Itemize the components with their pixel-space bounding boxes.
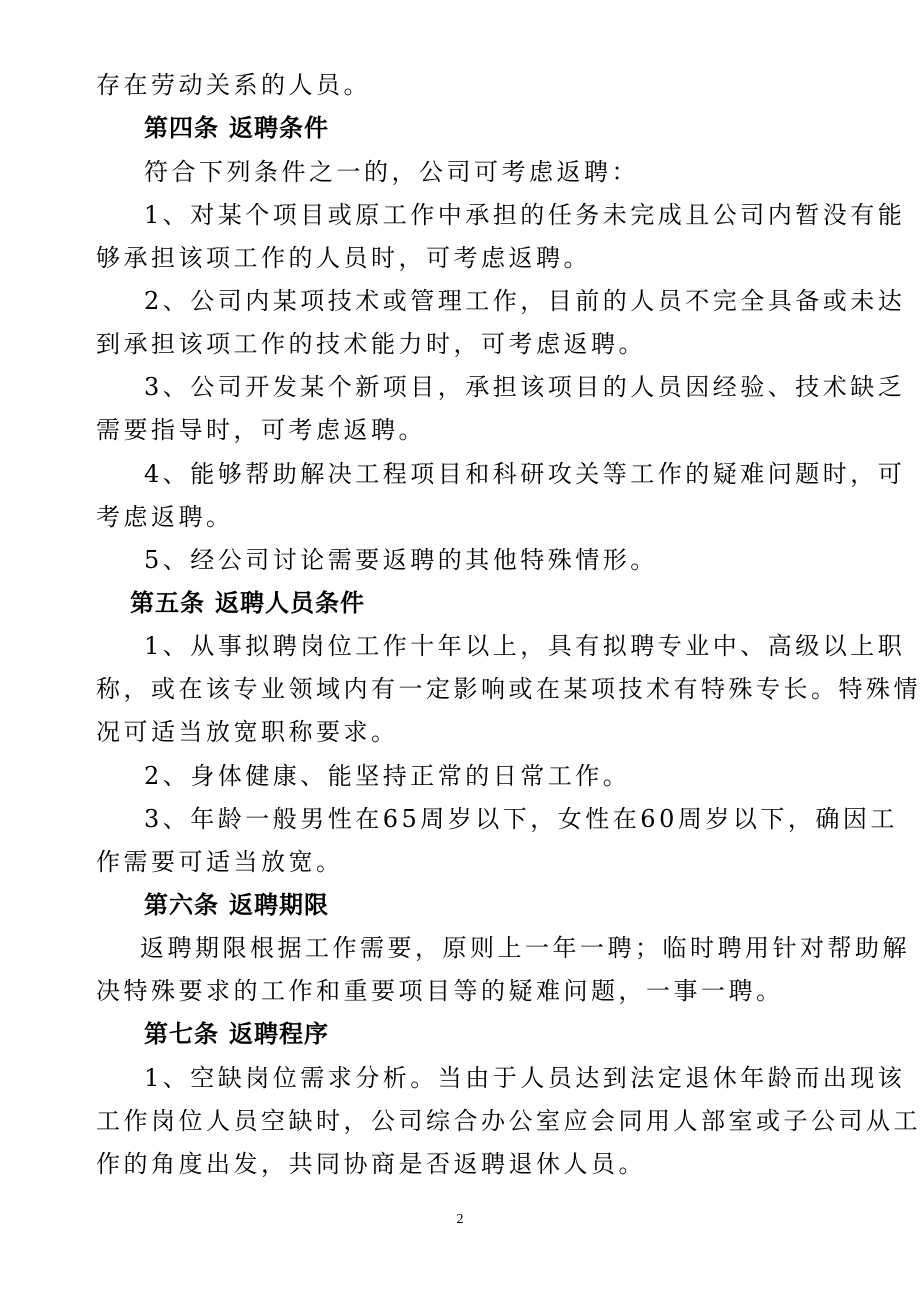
paragraph-line: 作的角度出发，共同协商是否返聘退休人员。: [96, 1150, 646, 1178]
paragraph-line: 返聘期限根据工作需要，原则上一年一聘；临时聘用针对帮助解: [140, 934, 910, 962]
paragraph-line: 符合下列条件之一的，公司可考虑返聘：: [144, 158, 639, 186]
paragraph-line: 考虑返聘。: [96, 503, 234, 531]
page-number: 2: [456, 1212, 464, 1227]
article-heading-5: [130, 586, 870, 620]
paragraph-line: 3、年龄一般男性在65周岁以下，女性在60周岁以下，确因工: [144, 805, 898, 833]
article-number: 第四条: [144, 114, 219, 142]
article-heading-7: [144, 1017, 836, 1051]
paragraph-line: 够承担该项工作的人员时，可考虑返聘。: [96, 244, 591, 272]
article-heading-4: [144, 111, 836, 145]
paragraph-line: 1、空缺岗位需求分析。当由于人员达到法定退休年龄而出现该: [144, 1064, 906, 1092]
paragraph-line: 存在劳动关系的人员。: [96, 71, 371, 99]
article-number: 第五条: [130, 589, 205, 617]
paragraph-line: 1、对某个项目或原工作中承担的任务未完成且公司内暂没有能: [144, 201, 906, 229]
article-title: 返聘条件: [229, 114, 329, 142]
paragraph-line: 2、身体健康、能坚持正常的日常工作。: [144, 762, 631, 790]
article-number: 第六条: [144, 891, 219, 919]
paragraph-line: 工作岗位人员空缺时，公司综合办公室应会同用人部室或子公司从工: [96, 1107, 921, 1135]
paragraph-line: 2、公司内某项技术或管理工作，目前的人员不完全具备或未达: [144, 287, 906, 315]
article-title: 返聘期限: [229, 891, 329, 919]
paragraph-line: 况可适当放宽职称要求。: [96, 718, 399, 746]
paragraph-line: 需要指导时，可考虑返聘。: [96, 416, 426, 444]
paragraph-line: 3、公司开发某个新项目，承担该项目的人员因经验、技术缺乏: [144, 373, 906, 401]
paragraph-line: 5、经公司讨论需要返聘的其他特殊情形。: [144, 546, 658, 574]
paragraph-line: 称，或在该专业领域内有一定影响或在某项技术有特殊专长。特殊情: [96, 675, 921, 703]
paragraph-line: 决特殊要求的工作和重要项目等的疑难问题，一事一聘。: [96, 977, 784, 1005]
paragraph-line: 1、从事拟聘岗位工作十年以上，具有拟聘专业中、高级以上职: [144, 632, 906, 660]
article-title: 返聘人员条件: [215, 589, 365, 617]
paragraph-line: 到承担该项工作的技术能力时，可考虑返聘。: [96, 330, 646, 358]
paragraph-line: 作需要可适当放宽。: [96, 848, 344, 876]
article-heading-6: [144, 888, 836, 922]
paragraph-line: 4、能够帮助解决工程项目和科研攻关等工作的疑难问题时，可: [144, 460, 906, 488]
article-number: 第七条: [144, 1020, 219, 1048]
article-title: 返聘程序: [229, 1020, 329, 1048]
